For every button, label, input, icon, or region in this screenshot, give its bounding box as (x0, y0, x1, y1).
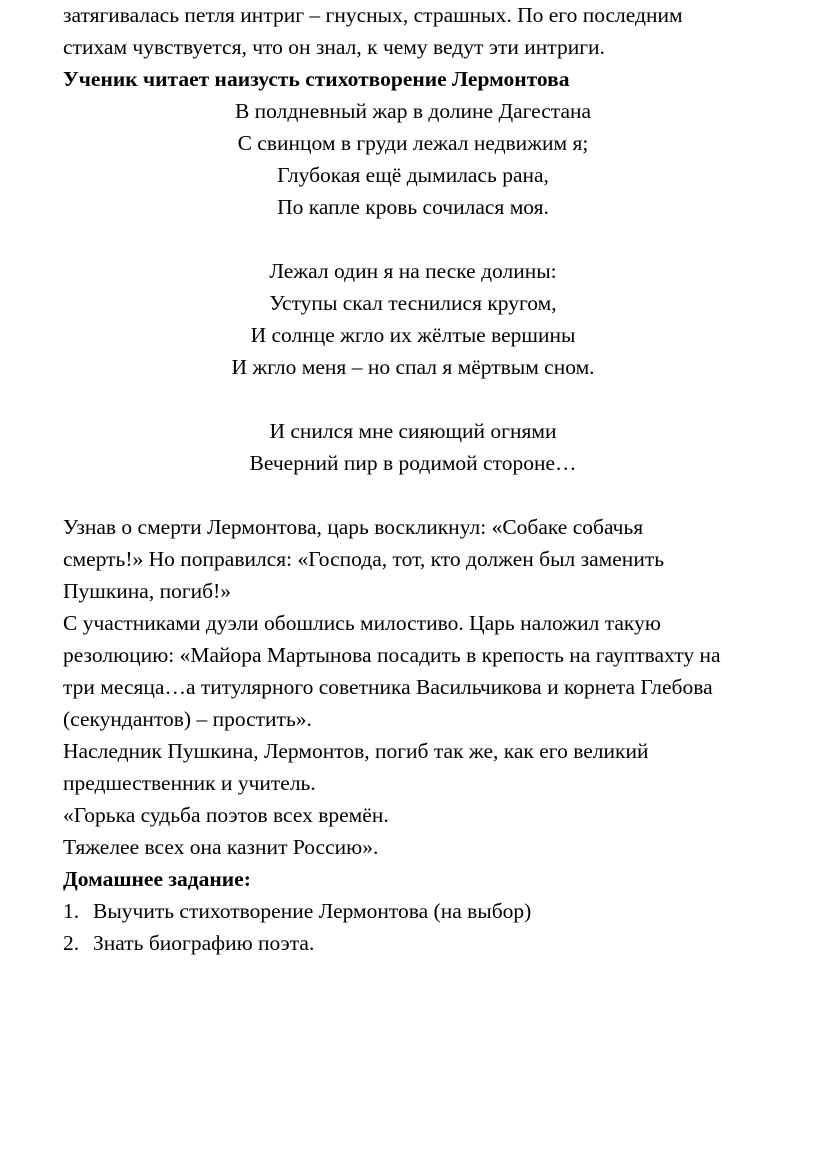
stanza-gap (63, 223, 816, 255)
poem-line: По капле кровь сочилася моя. (277, 195, 549, 219)
homework-list (63, 895, 816, 959)
homework-title: Домашнее задание: (63, 867, 251, 891)
list-text: Выучить стихотворение Лермонтова (на выбор) (93, 899, 532, 923)
poem-stanza-1 (63, 95, 816, 223)
text-line: С участниками дуэли обошлись милостиво. Царь наложил такую (63, 611, 661, 635)
poem-line: В полдневный жар в долине Дагестана (234, 99, 592, 123)
text-line: Узнав о смерти Лермонтова, царь воскликнул: «Собаке собачья (63, 515, 644, 539)
paragraph-gap (63, 479, 816, 511)
poem-line: И снился мне сияющий огнями (269, 419, 557, 443)
list-text: Знать биографию поэта. (93, 931, 315, 955)
poem-line: Вечерний пир в родимой стороне… (249, 451, 577, 475)
document-page (63, 0, 816, 959)
text-line: Пушкина, погиб!» (63, 579, 232, 603)
text-line: предшественник и учитель. (63, 771, 316, 795)
poem-line: И солнце жгло их жёлтые вершины (250, 323, 576, 347)
text-line: «Горька судьба поэтов всех времён. (63, 803, 389, 827)
list-number: 1. (63, 899, 80, 923)
text-line: (секундантов) – простить». (63, 707, 312, 731)
body-paragraphs (63, 511, 816, 863)
text-line: затягивалась петля интриг – гнусных, страшных. По его последним (63, 3, 683, 27)
list-item (63, 927, 816, 959)
text-line: три месяца…а титулярного советника Васильчикова и корнета Глебова (63, 675, 713, 699)
poem-line: Лежал один я на песке долины: (269, 259, 557, 283)
text-line: смерть!» Но поправился: «Господа, тот, кто должен был заменить (63, 547, 665, 571)
poem-stanza-2 (63, 255, 816, 383)
poem (63, 95, 816, 479)
poem-line: С свинцом в груди лежал недвижим я; (237, 131, 589, 155)
list-number: 2. (63, 931, 80, 955)
poem-stanza-3 (63, 415, 816, 479)
stanza-gap (63, 383, 816, 415)
text-line: Наследник Пушкина, Лермонтов, погиб так же, как его великий (63, 739, 649, 763)
list-item (63, 895, 816, 927)
poem-line: И жгло меня – но спал я мёртвым сном. (231, 355, 595, 379)
poem-line: Глубокая ещё дымилась рана, (277, 163, 549, 187)
text-line: резолюцию: «Майора Мартынова посадить в крепость на гауптвахту на (63, 643, 721, 667)
intro-paragraph (63, 0, 816, 63)
text-line: Тяжелее всех она казнит Россию». (63, 835, 379, 859)
text-line: стихам чувствуется, что он знал, к чему ведут эти интриги. (63, 35, 605, 59)
poem-line: Уступы скал теснилися кругом, (269, 291, 557, 315)
recitation-heading: Ученик читает наизусть стихотворение Лермонтова (63, 67, 570, 91)
